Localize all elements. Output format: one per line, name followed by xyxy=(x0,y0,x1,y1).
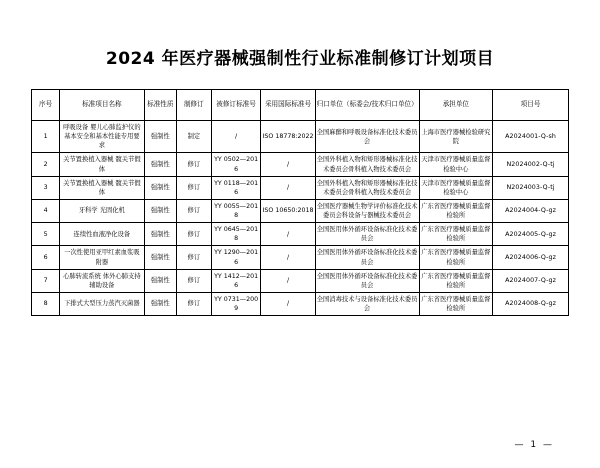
cell-org: 全国消毒技术与设备标准化技术委员会 xyxy=(315,292,419,315)
table-row xyxy=(32,176,569,199)
cell-revised-std: / xyxy=(211,121,261,153)
cell-org: 全国医用体外循环设备标准化技术委员会 xyxy=(315,269,419,292)
column-header-intl-std: 采用国际标准号 xyxy=(261,90,315,121)
cell-intl-std: / xyxy=(261,153,315,176)
cell-index: 3 xyxy=(32,176,60,199)
cell-intl-std: / xyxy=(261,246,315,269)
cell-nature: 强制性 xyxy=(144,153,176,176)
cell-name: 下排式大型压力蒸汽灭菌器 xyxy=(60,292,144,315)
cell-code: A2024006-Q-gz xyxy=(493,246,569,269)
cell-unit: 广东省医疗器械质量监督检验所 xyxy=(419,246,493,269)
cell-name: 关节置换植入器械 髋关节假体 xyxy=(60,176,144,199)
cell-intl-std: / xyxy=(261,269,315,292)
cell-name: 一次性使用亚甲红素血浆吸附器 xyxy=(60,246,144,269)
cell-type: 修订 xyxy=(177,176,212,199)
cell-intl-std: / xyxy=(261,223,315,246)
cell-type: 修订 xyxy=(177,269,212,292)
table-row xyxy=(32,121,569,153)
cell-org: 全国麻醉和呼吸设备标准化技术委员会 xyxy=(315,121,419,153)
table-row xyxy=(32,199,569,222)
column-header-nature: 标准性质 xyxy=(144,90,176,121)
cell-index: 4 xyxy=(32,199,60,222)
cell-unit: 天津市医疗器械质量监督检验中心 xyxy=(419,176,493,199)
cell-unit: 广东省医疗器械质量监督检验所 xyxy=(419,292,493,315)
cell-unit: 上海市医疗器械检验研究院 xyxy=(419,121,493,153)
cell-revised-std: YY 1290—2016 xyxy=(211,246,261,269)
cell-revised-std: YY 0731—2009 xyxy=(211,292,261,315)
cell-index: 6 xyxy=(32,246,60,269)
cell-code: N2024002-Q-tj xyxy=(493,153,569,176)
cell-nature: 强制性 xyxy=(144,246,176,269)
column-header-org: 归口单位（标委会/技术归口单位） xyxy=(315,90,419,121)
cell-unit: 广东省医疗器械质量监督检验所 xyxy=(419,269,493,292)
cell-intl-std: / xyxy=(261,176,315,199)
cell-index: 7 xyxy=(32,269,60,292)
cell-type: 修订 xyxy=(177,223,212,246)
cell-type: 修订 xyxy=(177,199,212,222)
cell-intl-std: ISO 10650:2018 xyxy=(261,199,315,222)
cell-code: N2024003-Q-tj xyxy=(493,176,569,199)
cell-code: A2024004-Q-gz xyxy=(493,199,569,222)
table-row xyxy=(32,246,569,269)
cell-revised-std: YY 0502—2016 xyxy=(211,153,261,176)
cell-unit: 天津市医疗器械质量监督检验中心 xyxy=(419,153,493,176)
cell-org: 全国医用体外循环设备标准化技术委员会 xyxy=(315,246,419,269)
cell-index: 2 xyxy=(32,153,60,176)
cell-org: 全国外科植入物和矫形器械标准化技术委员会骨科植入物技术委员会 xyxy=(315,153,419,176)
cell-revised-std: YY 0055—2018 xyxy=(211,199,261,222)
column-header-revised-std: 被修订标准号 xyxy=(211,90,261,121)
column-header-type: 制修订 xyxy=(177,90,212,121)
column-header-index: 序号 xyxy=(32,90,60,121)
cell-org: 全国医用体外循环设备标准化技术委员会 xyxy=(315,223,419,246)
cell-revised-std: YY 1412—2016 xyxy=(211,269,261,292)
cell-type: 修订 xyxy=(177,153,212,176)
cell-org: 全国外科植入物和矫形器械标准化技术委员会骨科植入物技术委员会 xyxy=(315,176,419,199)
standards-plan-table xyxy=(31,89,569,316)
cell-code: A2024001-Q-sh xyxy=(493,121,569,153)
cell-name: 牙科学 光固化机 xyxy=(60,199,144,222)
column-header-code: 项目号 xyxy=(493,90,569,121)
column-header-name: 标准项目名称 xyxy=(60,90,144,121)
cell-code: A2024008-Q-gz xyxy=(493,292,569,315)
cell-revised-std: YY 0118—2016 xyxy=(211,176,261,199)
cell-intl-std: ISO 18778:2022 xyxy=(261,121,315,153)
table-row xyxy=(32,153,569,176)
cell-type: 修订 xyxy=(177,246,212,269)
cell-revised-std: YY 0645—2018 xyxy=(211,223,261,246)
cell-intl-std: / xyxy=(261,292,315,315)
cell-name: 关节置换植入器械 髋关节假体 xyxy=(60,153,144,176)
cell-index: 5 xyxy=(32,223,60,246)
cell-index: 1 xyxy=(32,121,60,153)
table-row xyxy=(32,223,569,246)
cell-nature: 强制性 xyxy=(144,292,176,315)
table-header-row xyxy=(32,90,569,121)
cell-code: A2024007-Q-gz xyxy=(493,269,569,292)
cell-name: 连续性血液净化设备 xyxy=(60,223,144,246)
cell-type: 修订 xyxy=(177,292,212,315)
cell-nature: 强制性 xyxy=(144,223,176,246)
cell-org: 全国医疗器械生物学评价标准化技术委员会科设备与器械技术委员会 xyxy=(315,199,419,222)
page-number: — 1 — xyxy=(514,440,554,450)
document-page xyxy=(0,44,600,468)
column-header-unit: 承担单位 xyxy=(419,90,493,121)
table-row xyxy=(32,269,569,292)
cell-unit: 广东省医疗器械质量监督检验所 xyxy=(419,223,493,246)
table-row xyxy=(32,292,569,315)
cell-type: 制定 xyxy=(177,121,212,153)
cell-unit: 广东省医疗器械质量监督检验所 xyxy=(419,199,493,222)
cell-name: 呼吸设备 婴儿心肺监护仪的基本安全和基本性能专用要求 xyxy=(60,121,144,153)
cell-nature: 强制性 xyxy=(144,176,176,199)
cell-nature: 强制性 xyxy=(144,269,176,292)
cell-index: 8 xyxy=(32,292,60,315)
cell-code: A2024005-Q-gz xyxy=(493,223,569,246)
cell-name: 心肺转流系统 体外心肺支持辅助设备 xyxy=(60,269,144,292)
cell-nature: 强制性 xyxy=(144,199,176,222)
page-title: 2024 年医疗器械强制性行业标准制修订计划项目 xyxy=(105,49,495,69)
cell-nature: 强制性 xyxy=(144,121,176,153)
